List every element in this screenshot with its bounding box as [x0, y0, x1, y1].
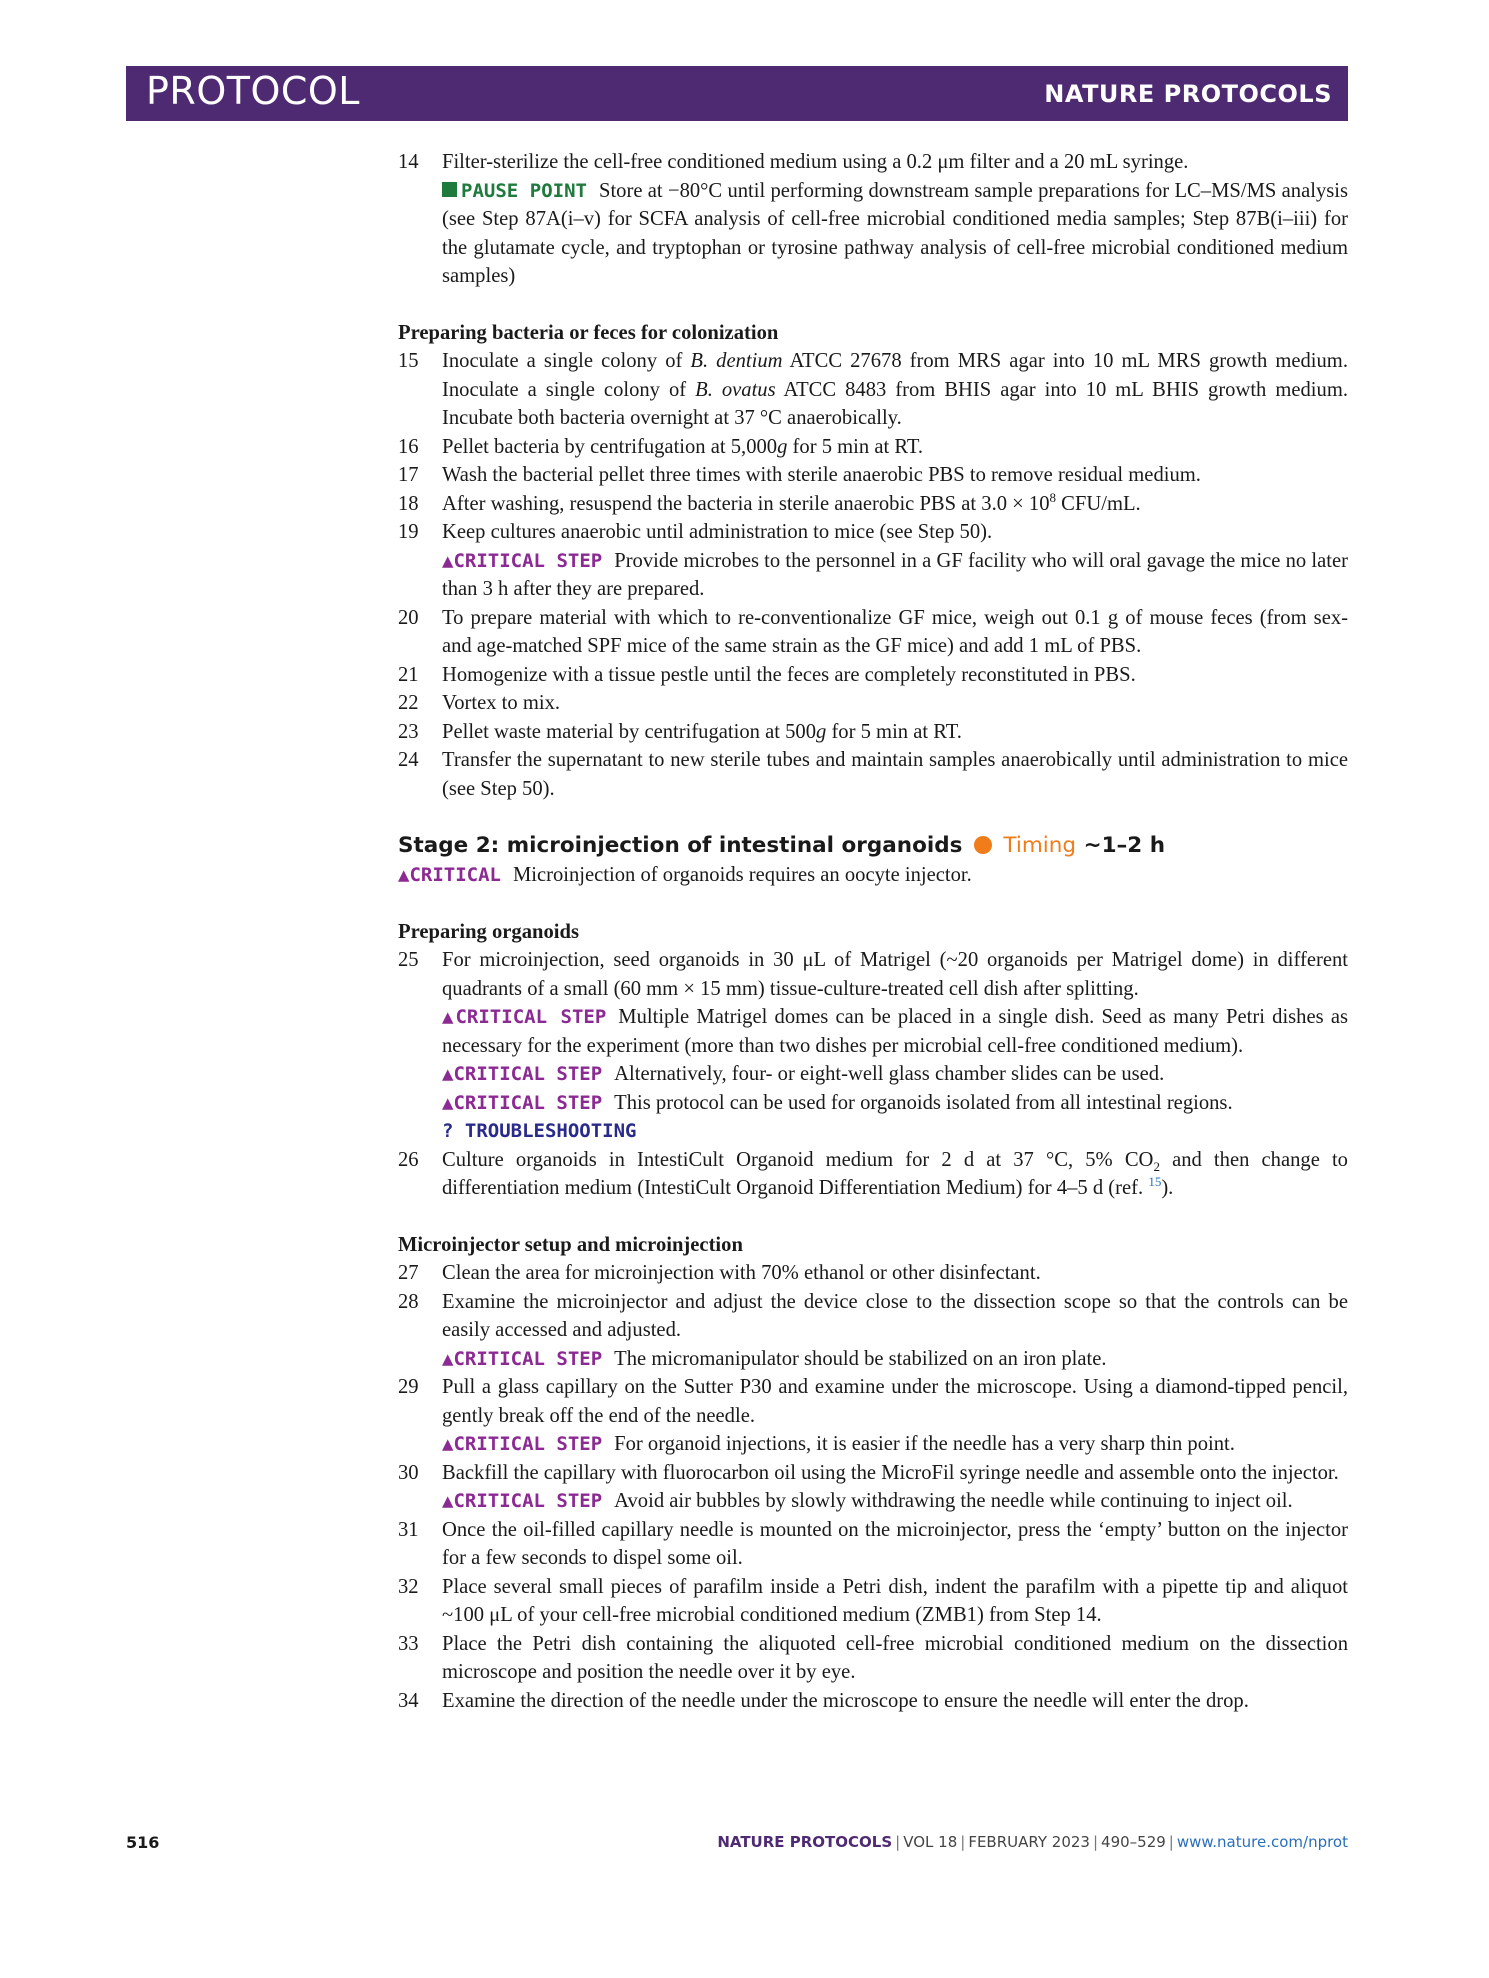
footer-separator: |: [960, 1833, 966, 1851]
species-name: B. dentium: [690, 350, 783, 372]
step-number: 17: [398, 464, 419, 486]
critical-step-text: The micromanipulator should be stabilized on an iron plate.: [614, 1347, 1107, 1370]
step-15: [398, 347, 1348, 433]
step-text: To prepare material with which to re-conventionalize GF mice, weigh out 0.1 g of mouse feces (from sex- and age-matched SPF mice of the same strain as the GF mice) and add 1 mL of PBS.: [442, 606, 1348, 657]
troubleshooting-link-row: [398, 1117, 1348, 1146]
step-text: Examine the direction of the needle under the microscope to ensure the needle will enter the drop.: [442, 1689, 1249, 1712]
step-text: Pellet bacteria by centrifugation at 5,000: [442, 435, 778, 458]
step-text: Filter-sterilize the cell-free conditioned medium using a 0.2 μm filter and a 20 mL syringe.: [442, 151, 1189, 173]
subscript: 2: [1153, 1158, 1160, 1174]
step-text: ).: [1161, 1177, 1174, 1199]
pause-square-icon: [442, 182, 457, 197]
step-25: [398, 946, 1348, 1003]
timing-value: ~1–2 h: [1083, 833, 1166, 858]
step-27: [398, 1259, 1348, 1288]
critical-step-label: ▲CRITICAL STEP: [442, 1490, 603, 1512]
critical-step: [398, 1487, 1348, 1516]
stage-critical-note: [398, 861, 1348, 890]
step-text: Place several small pieces of parafilm inside a Petri dish, indent the parafilm with a pipette tip and aliquot ~100 μL of your cell-free microbial conditioned medium (ZMB1) from Step 14.: [442, 1575, 1348, 1626]
step-text: and then change to differentiation medium (IntestiCult Organoid Differentiation Medium) for 4–5 d (ref.: [442, 1148, 1348, 1199]
critical-step-label: ▲CRITICAL STEP: [442, 549, 603, 572]
footer-volume: VOL 18: [903, 1833, 958, 1851]
step-32: [398, 1573, 1348, 1630]
step-text: For microinjection, seed organoids in 30 μL of Matrigel (~20 organoids per Matrigel dome) in different quadrants of a small (60 mm × 15 mm) tissue-culture-treated cell dish after splitting.: [442, 949, 1348, 1000]
step-number: 30: [398, 1461, 419, 1484]
step-number: 15: [398, 350, 419, 372]
step-18: [398, 490, 1348, 519]
step-text: Pellet waste material by centrifugation at 500: [442, 720, 816, 743]
step-number: 29: [398, 1376, 419, 1398]
critical-step: [398, 1430, 1348, 1459]
stage-title: Stage 2: microinjection of intestinal organoids: [398, 833, 963, 858]
step-28: [398, 1288, 1348, 1345]
pause-point-label: PAUSE POINT: [461, 179, 587, 202]
critical-step-label: ▲CRITICAL STEP: [442, 1063, 603, 1085]
step-26: [398, 1146, 1348, 1203]
step-number: 21: [398, 663, 419, 686]
step-text: Wash the bacterial pellet three times with sterile anaerobic PBS to remove residual medium.: [442, 464, 1201, 486]
step-24: [398, 746, 1348, 803]
section-heading-bacteria: Preparing bacteria or feces for colonization: [398, 321, 779, 344]
step-number: 32: [398, 1575, 419, 1598]
step-31: [398, 1516, 1348, 1573]
step-text: ATCC 8483 from BHIS agar into 10 mL BHIS growth medium. Incubate both bacteria overnight at 37 °C anaerobically.: [442, 378, 1348, 429]
step-text: ATCC 27678 from MRS agar into 10 mL MRS growth medium. Inoculate a single colony of: [442, 350, 1348, 401]
step-text: CFU/mL.: [1056, 492, 1141, 515]
step-text: After washing, resuspend the bacteria in sterile anaerobic PBS at 3.0 × 10: [442, 492, 1050, 515]
step-number: 33: [398, 1632, 419, 1655]
step-text: Examine the microinjector and adjust the device close to the dissection scope so that the controls can be easily accessed and adjusted.: [442, 1290, 1348, 1341]
step-number: 27: [398, 1262, 419, 1284]
step-number: 31: [398, 1518, 419, 1541]
step-text: Homogenize with a tissue pestle until the feces are completely reconstituted in PBS.: [442, 663, 1136, 686]
species-name: B. ovatus: [695, 378, 776, 401]
reference-link[interactable]: 15: [1148, 1174, 1162, 1190]
critical-text: Microinjection of organoids requires an oocyte injector.: [512, 864, 972, 886]
step-number: 16: [398, 435, 419, 458]
critical-step-text: Multiple Matrigel domes can be placed in a single dish. Seed as many Petri dishes as necessary for the experiment (more than two dishes per microbial cell-free conditioned medium).: [442, 1006, 1348, 1057]
critical-step: [398, 547, 1348, 604]
critical-step-label: ▲CRITICAL STEP: [442, 1433, 603, 1455]
timing-label: Timing: [1003, 833, 1077, 858]
step-text: Pull a glass capillary on the Sutter P30 and examine under the microscope. Using a diamond-tipped pencil, gently break off the end of the needle.: [442, 1376, 1348, 1427]
footer-separator: |: [1092, 1833, 1099, 1851]
step-30: [398, 1459, 1348, 1488]
critical-step-label: ▲CRITICAL STEP: [442, 1091, 603, 1114]
step-19: [398, 518, 1348, 547]
critical-step-text: Avoid air bubbles by slowly withdrawing the needle while continuing to inject oil.: [614, 1490, 1293, 1512]
unit-g: g: [816, 720, 827, 743]
critical-step-text: This protocol can be used for organoids isolated from all intestinal regions.: [614, 1091, 1233, 1114]
step-text: for 5 min at RT.: [826, 720, 962, 743]
critical-step-text: Provide microbes to the personnel in a GF facility who will oral gavage the mice no later than 3 h after they are prepared.: [442, 549, 1348, 600]
page-number: 516: [126, 1833, 160, 1852]
step-number: 22: [398, 692, 419, 714]
step-16: [398, 433, 1348, 462]
critical-step-label: ▲CRITICAL STEP: [442, 1006, 607, 1028]
step-text: Backfill the capillary with fluorocarbon oil using the MicroFil syringe needle and assemble onto the injector.: [442, 1461, 1339, 1484]
critical-step-label: ▲CRITICAL STEP: [442, 1347, 603, 1370]
step-number: 20: [398, 606, 419, 629]
step-text: for 5 min at RT.: [787, 435, 924, 458]
step-33: [398, 1630, 1348, 1687]
step-text: Vortex to mix.: [442, 692, 561, 714]
header-journal-name: NATURE PROTOCOLS: [1044, 80, 1332, 108]
step-text: Place the Petri dish containing the aliquoted cell-free microbial conditioned medium on the dissection microscope and position the needle over it by eye.: [442, 1632, 1348, 1683]
timing-dot-icon: [974, 836, 992, 854]
step-number: 23: [398, 720, 419, 743]
step-number: 18: [398, 492, 419, 515]
pause-point: [398, 177, 1348, 291]
step-text: Keep cultures anaerobic until administration to mice (see Step 50).: [442, 521, 993, 543]
step-number: 14: [398, 151, 419, 173]
step-34: [398, 1687, 1348, 1716]
troubleshooting-link[interactable]: ? TROUBLESHOOTING: [442, 1120, 637, 1142]
critical-step: [398, 1060, 1348, 1089]
step-text: Inoculate a single colony of: [442, 350, 691, 372]
exponent: 8: [1049, 489, 1057, 505]
section-heading-microinjector: Microinjector setup and microinjection: [398, 1233, 743, 1256]
footer-separator: |: [1168, 1833, 1174, 1851]
pause-point-text: Store at −80°C until performing downstream sample preparations for LC–MS/MS analysis (see Step 87A(i–v) for SCFA analysis of cell-free microbial conditioned media samples; Step 87B(i–iii) for the glutamate cycle, and tryptophan or tyrosine pathway analysis of cell-free microbial conditioned medium samples): [442, 179, 1348, 287]
critical-step: [398, 1345, 1348, 1374]
critical-step-text: Alternatively, four- or eight-well glass chamber slides can be used.: [614, 1063, 1165, 1085]
section-heading-organoids: Preparing organoids: [398, 920, 579, 943]
step-number: 19: [398, 521, 419, 543]
step-21: [398, 661, 1348, 690]
step-29: [398, 1373, 1348, 1430]
footer-journal: NATURE PROTOCOLS: [717, 1833, 893, 1851]
step-17: [398, 461, 1348, 490]
footer-url[interactable]: www.nature.com/nprot: [1176, 1833, 1348, 1851]
step-text: Clean the area for microinjection with 70% ethanol or other disinfectant.: [442, 1262, 1041, 1284]
step-number: 26: [398, 1148, 419, 1171]
step-number: 28: [398, 1290, 419, 1313]
step-number: 24: [398, 749, 419, 771]
critical-step: [398, 1003, 1348, 1060]
step-text: Once the oil-filled capillary needle is mounted on the microinjector, press the ‘empty’ button on the injector for a few seconds to dispel some oil.: [442, 1518, 1348, 1569]
step-20: [398, 604, 1348, 661]
footer-separator: |: [895, 1833, 901, 1851]
step-22: [398, 689, 1348, 718]
footer-citation: [717, 1833, 1348, 1851]
step-text: Culture organoids in IntestiCult Organoid medium for 2 d at 37 °C, 5% CO: [442, 1148, 1154, 1171]
stage-2-heading: [398, 831, 1348, 861]
step-23: [398, 718, 1348, 747]
critical-label: ▲CRITICAL: [398, 864, 501, 886]
header-section-label: PROTOCOL: [146, 69, 360, 113]
footer-pages: 490–529: [1101, 1833, 1166, 1851]
article-body: [398, 148, 1348, 1715]
step-14: [398, 148, 1348, 177]
header-bar: [126, 66, 1348, 121]
footer-date: FEBRUARY 2023: [968, 1833, 1090, 1851]
critical-step-text: For organoid injections, it is easier if the needle has a very sharp thin point.: [614, 1433, 1235, 1455]
step-number: 34: [398, 1689, 419, 1712]
unit-g: g: [777, 435, 788, 458]
critical-step: [398, 1089, 1348, 1118]
step-text: Transfer the supernatant to new sterile tubes and maintain samples anaerobically until administration to mice (see Step 50).: [442, 749, 1348, 800]
step-number: 25: [398, 949, 419, 971]
